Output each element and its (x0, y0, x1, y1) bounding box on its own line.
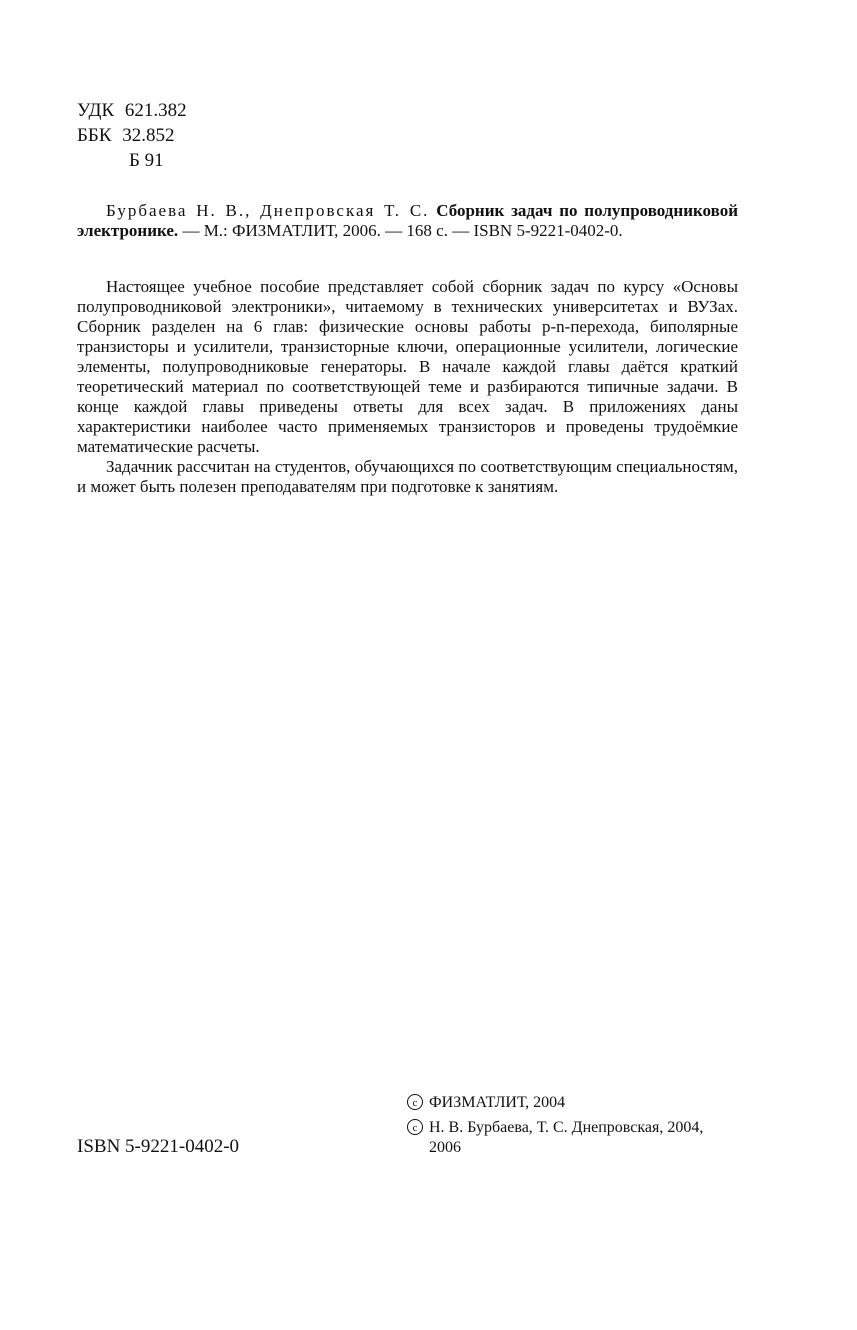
biblio-authors: Бурбаева Н. В., Днепровская Т. С. (106, 201, 430, 220)
bbk-code: 32.852 (122, 125, 175, 146)
copyright-block (407, 1093, 737, 1163)
bibliographic-description (77, 201, 738, 241)
udk-row (77, 98, 187, 123)
biblio-title: Сборник задач по полупроводниковой электронике. (77, 201, 738, 240)
bbk-label: ББК (77, 125, 112, 146)
copyright-authors-text: Н. В. Бурбаева, Т. С. Днепровская, 2004, 2006 (429, 1119, 704, 1156)
udk-label: УДК (77, 100, 115, 121)
copyright-icon: c (407, 1094, 423, 1110)
bbk-row (77, 123, 187, 148)
copyright-publisher (407, 1093, 737, 1113)
copyright-authors (407, 1118, 737, 1158)
annotation (77, 277, 738, 497)
author-mark: Б 91 (129, 150, 164, 171)
annotation-paragraph-2: Задачник рассчитан на студентов, обучающихся по соответствующим специальностям, и может быть полезен преподавателям при подготовке к занятиям. (77, 457, 738, 496)
copyright-publisher-text: ФИЗМАТЛИТ, 2004 (429, 1094, 566, 1111)
classification-block (77, 98, 187, 173)
copyright-icon: c (407, 1119, 423, 1135)
udk-code: 621.382 (124, 100, 187, 121)
biblio-imprint: — М.: ФИЗМАТЛИТ, 2006. — 168 с. — ISBN 5-9221-0402-0. (182, 221, 623, 240)
annotation-paragraph-1: Настоящее учебное пособие представляет собой сборник задач по курсу «Основы полупроводниковой электроники», читаемому в технических университетах и ВУЗах. Сборник разделен на 6 глав: физические основы работы p-n-перехода, биполярные транзисторы и усилители, транзисторные ключи, операционные усилители, логические элементы, полупроводниковые генераторы. В начале каждой главы даётся краткий теоретический материал по соответствующей теме и разбираются типичные задачи. В конце каждой главы приведены ответы для всех задач. В приложениях даны характеристики наиболее часто применяемых транзисторов и проведены трудоёмкие математические расчеты. (77, 277, 738, 456)
isbn: ISBN 5-9221-0402-0 (77, 1136, 240, 1157)
